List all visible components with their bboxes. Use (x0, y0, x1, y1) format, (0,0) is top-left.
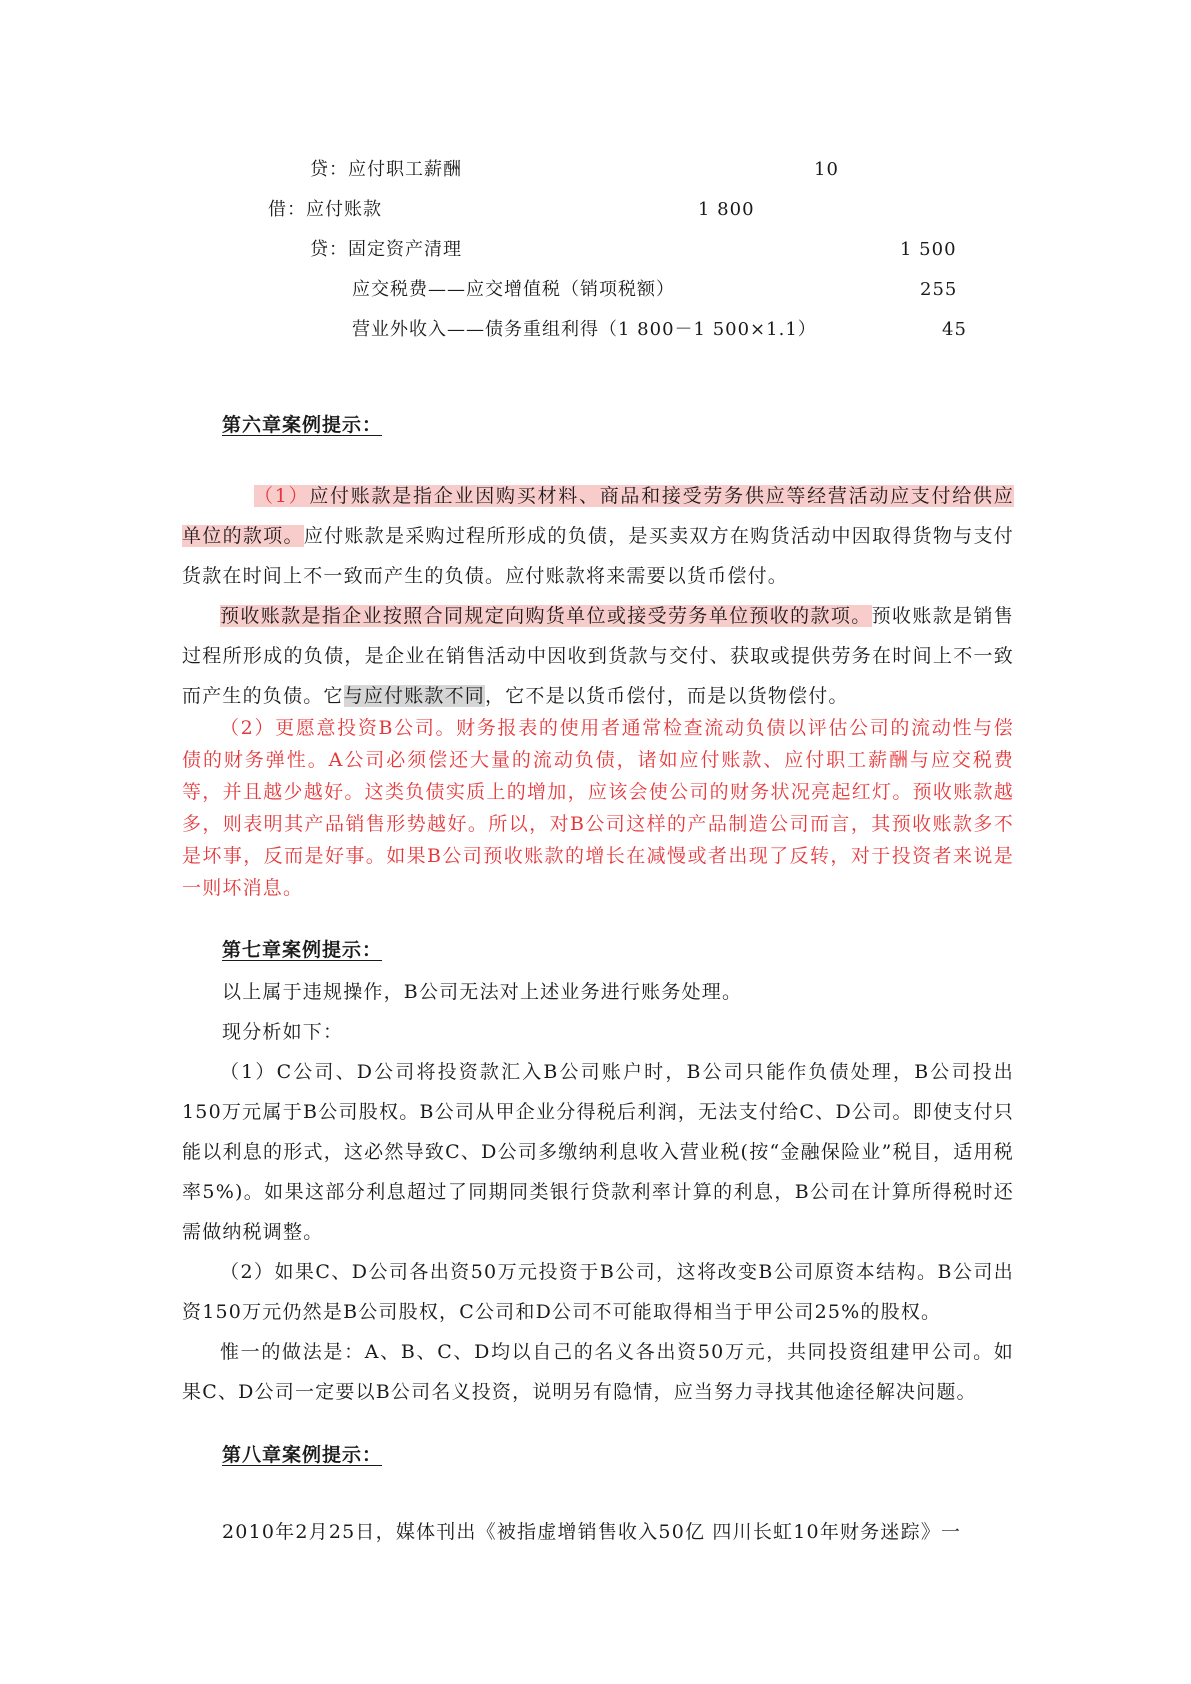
paragraph-text: ，它不是以货币偿付，而是以货物偿付。 (485, 685, 849, 707)
chapter8-heading: 第八章案例提示： (222, 1444, 383, 1466)
chapter7-paragraph-2: （2）如果C、D公司各出资50万元投资于B公司，这将改变B公司原资本结构。B公司出资150万元仍然是B公司股权，C公司和D公司不可能取得相当于甲公司25%的股权。 (182, 1261, 1014, 1323)
journal-vat: 应交税费——应交增值税（销项税额） (352, 279, 675, 300)
chapter6-paragraph-2 (182, 596, 1014, 716)
journal-credit-salary: 贷：应付职工薪酬 (310, 159, 462, 180)
chapter7-line-1: 以上属于违规操作，B公司无法对上述业务进行账务处理。 (222, 981, 743, 1003)
highlighted-definition: 预收账款是指企业按照合同规定向购货单位或接受劳务单位预收的款项。 (220, 605, 872, 627)
chapter7-paragraph-1: （1）C公司、D公司将投资款汇入B公司账户时，B公司只能作负债处理，B公司投出150万元属于B公司股权。B公司从甲企业分得税后利润，无法支付给C、D公司。即使支付只能以利息的形式，这必然导致C、D公司多缴纳利息收入营业税(按“金融保险业”税目，适用税率5%)。如果这部分利息超过了同期同类银行贷款利率计算的利息，B公司在计算所得税时还需做纳税调整。 (182, 1061, 1014, 1243)
chapter7-paragraph-3: 惟一的做法是：A、B、C、D均以自己的名义各出资50万元，共同投资组建甲公司。如果C、D公司一定要以B公司名义投资，说明另有隐情，应当努力寻找其他途径解决问题。 (182, 1341, 1014, 1403)
journal-amount: 255 (920, 279, 958, 300)
chapter6-heading: 第六章案例提示： (222, 414, 383, 436)
chapter8-paragraph-1: 2010年2月25日，媒体刊出《被指虚增销售收入50亿 四川长虹10年财务迷踪》一 (222, 1521, 962, 1543)
highlighted-phrase: 与应付账款不同 (343, 685, 486, 707)
journal-credit-fixed-asset: 贷：固定资产清理 (310, 239, 462, 260)
journal-nonoperating-income: 营业外收入——债务重组利得（1 800－1 500×1.1） (352, 319, 817, 340)
paragraph-text: 应付账款是采购过程所形成的负债，是买卖双方在购货活动中因取得货物与支付货款在时间上不一致而产生的负债。应付账款将来需要以货币偿付。 (182, 525, 1014, 587)
chapter6-paragraph-1 (182, 476, 1014, 596)
journal-amount: 1 800 (698, 199, 755, 220)
journal-amount: 1 500 (900, 239, 957, 260)
highlighted-definition: 应付账款是指企业因购买材料、商品和接受劳务供应等经营活动应支付给供应单位的款项。 (182, 485, 1014, 547)
paragraph-text: 预收账款是销售过程所形成的负债，是企业在销售活动中因收到货款与交付、获取或提供劳务在时间上不一致而产生的负债。它 (182, 605, 1015, 707)
chapter6-paragraph-3: （2）更愿意投资B公司。财务报表的使用者通常检查流动负债以评估公司的流动性与偿债的财务弹性。A公司必须偿还大量的流动负债，诸如应付账款、应付职工薪酬与应交税费等，并且越少越好。这类负债实质上的增加，应该会使公司的财务状况亮起红灯。预收账款越多，则表明其产品销售形势越好。所以，对B公司这样的产品制造公司而言，其预收账款多不是坏事，反而是好事。如果B公司预收账款的增长在减慢或者出现了反转，对于投资者来说是一则坏消息。 (182, 717, 1014, 899)
journal-amount: 10 (814, 159, 839, 180)
paragraph-number: （1） (254, 485, 310, 507)
journal-debit-payable: 借：应付账款 (268, 199, 382, 220)
chapter7-line-2: 现分析如下： (222, 1021, 344, 1043)
journal-amount: 45 (942, 319, 967, 340)
chapter7-heading: 第七章案例提示： (222, 939, 383, 961)
